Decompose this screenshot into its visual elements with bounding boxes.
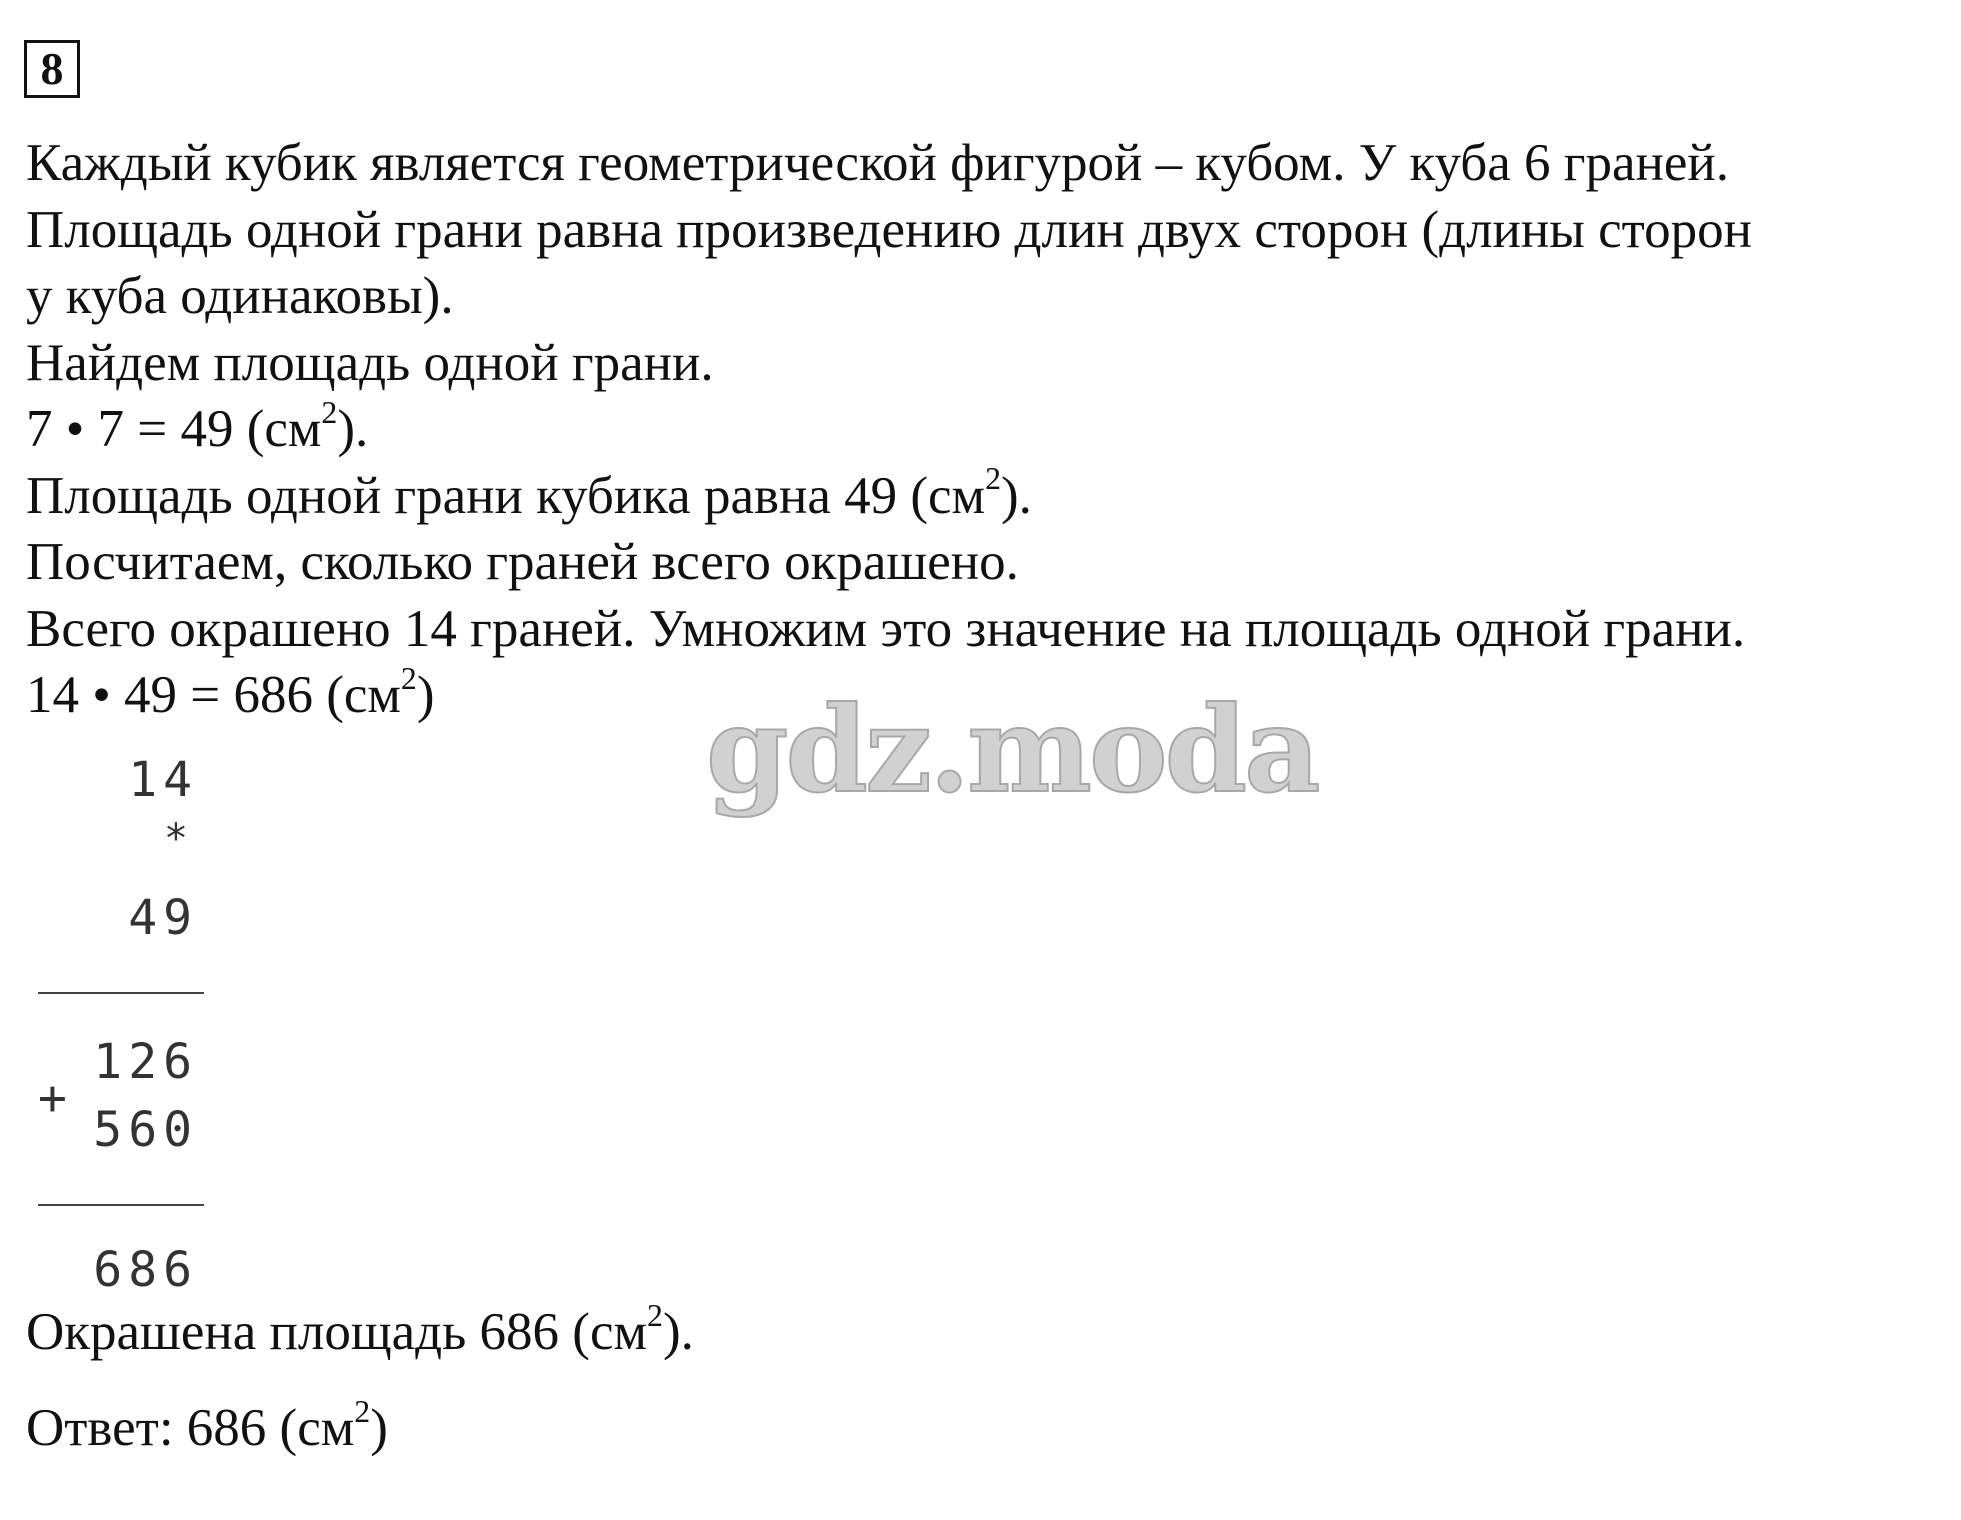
solution-line: Посчитаем, сколько граней всего окрашено. [26, 533, 1019, 591]
solution-line: Площадь одной грани кубика равна 49 $(см^2)$. [26, 461, 1032, 525]
superscript: 2 [400, 660, 417, 696]
task-number: 8 [40, 43, 64, 94]
solution-text [26, 130, 1936, 729]
task-number-box [24, 40, 80, 98]
solution-line: Найдем площадь одной грани. [26, 333, 714, 392]
superscript: 2 [321, 394, 338, 430]
calc-result: 686 [93, 1242, 198, 1298]
solution-line: Каждый кубик является геометрической фигурой – кубом. У куба 6 граней. [26, 134, 1730, 192]
calc-rule-bottom [38, 1204, 204, 1206]
watermark-logo: gdz.moda [706, 680, 1318, 819]
plus-sign: + [38, 1070, 67, 1126]
multiplier: 49 [128, 890, 198, 946]
calc-rule-top [38, 992, 204, 994]
partial-product-2: 560 [93, 1102, 198, 1158]
answer-line: Ответ: 686 $(см^2)$ [26, 1393, 388, 1457]
solution-line: 7 • 7 = 49 $(см^2)$. [26, 394, 369, 458]
multiply-sign: * [163, 816, 188, 862]
solution-line: Площадь одной грани равна произведению длин двух сторон (длины сторон [26, 200, 1752, 259]
solution-line: у куба одинаковы). [26, 267, 454, 325]
conclusion-line: Окрашена площадь 686 $(см^2)$. [26, 1297, 694, 1361]
superscript: 2 [647, 1297, 663, 1333]
solution-line: Всего окрашено 14 граней. Умножим это значение на площадь одной грани. [26, 599, 1746, 658]
superscript: 2 [354, 1393, 371, 1429]
multiplicand: 14 [128, 752, 198, 808]
superscript: 2 [985, 461, 1002, 497]
partial-product-1: 126 [93, 1034, 198, 1090]
solution-line: 14 • 49 = 686 $(см^2)$ [26, 660, 435, 724]
